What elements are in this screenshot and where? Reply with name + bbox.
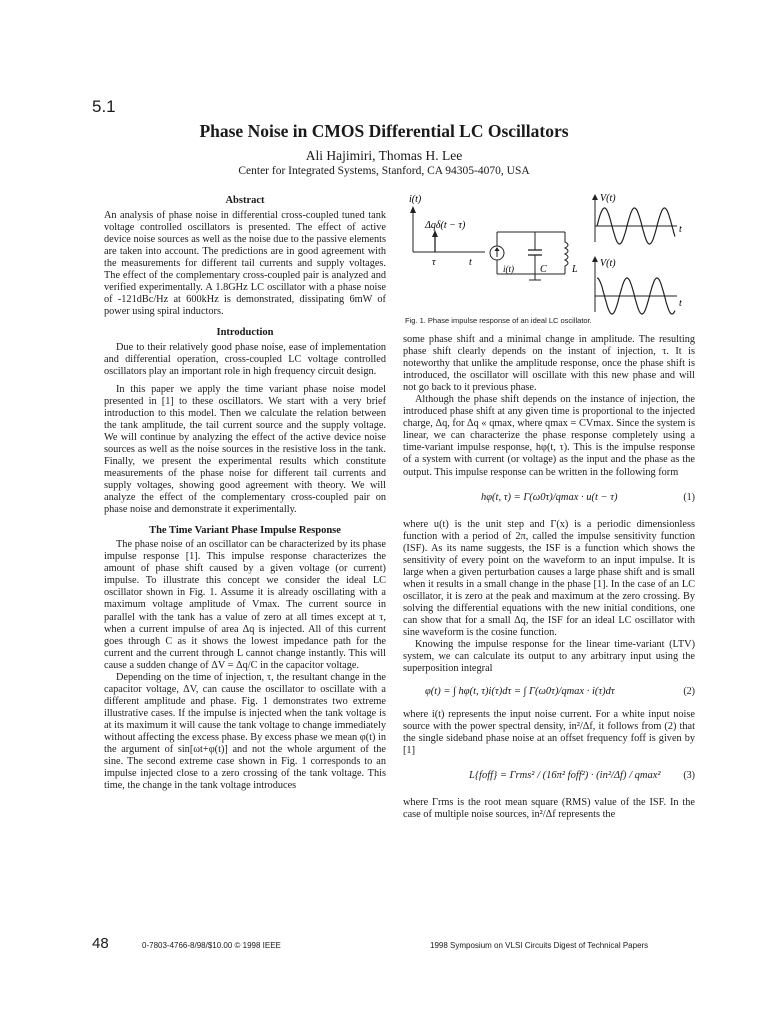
equation-2-number: (2) bbox=[683, 686, 695, 698]
figure-caption: Fig. 1. Phase impulse response of an ideal LC oscillator. bbox=[405, 316, 592, 325]
impulse-y-arrow bbox=[410, 206, 416, 213]
waveform-bottom-label: V(t) bbox=[600, 258, 616, 269]
figure-1 bbox=[405, 190, 695, 315]
impulse-label: Δqδ(t − τ) bbox=[425, 220, 466, 231]
tau-label: τ bbox=[432, 257, 436, 268]
equation-3-block bbox=[403, 757, 695, 797]
waveform-bottom-t-label: t bbox=[679, 298, 682, 309]
ltv-paragraph-1: The phase noise of an oscillator can be characterized by its phase impulse response [1]. This impulse response characterizes the amount of phase shift caused by a given voltage (or current) impulse. To illustrate this concept we consider the ideal LC oscillator shown in Fig. 1. Assume it is already oscillating with a maximum voltage amplitude of Vmax. The current source in parallel with the tank has a value of zero at all times except at τ, when a current impulse of area Δq is injected. All of this current goes through C as it shows the lowest impedance path for the current and the current through L cannot change instantly. This will cause a sudden change of ΔV = Δq/C in the capacitor voltage. bbox=[104, 539, 386, 671]
introduction-paragraph-2: In this paper we apply the time variant phase noise model presented in [1] to these oscillators. We start with a very brief introduction to this model. Then we calculate the relation between the tank amplitude, the tail current source and the supply voltage. We will continue by analyzing the effect of the active device noise sources as well as the noise sources in the resistive loss in the tank. Finally, we present the experimental results which constitute measurements of the phase noise for different tail currents and supply voltages, showing good agreement with theory. We will analyze the effect of the complementary cross-coupled pair on phase noise and demonstrate it experimentally. bbox=[104, 383, 386, 516]
impulse-arrow-head bbox=[432, 230, 438, 237]
paper-title: Phase Noise in CMOS Differential LC Oscillators bbox=[199, 121, 569, 141]
equation-1-number: (1) bbox=[683, 491, 695, 503]
right-column bbox=[403, 334, 695, 821]
abstract-text: An analysis of phase noise in differential cross-coupled tuned tank voltage controlled oscillators is presented. The effect of active device noise sources as well as the noise due to the passive elements are taken into account. The predictions are in good agreement with the measurements for different tail currents and supply voltages. The effect of the complementary cross-coupled pair is analyzed and verified experimentally. A 1.8GHz LC oscillator with a phase noise of -121dBc/Hz at 600kHz is demonstrated, dissipating 6mW of power using spiral inductors. bbox=[104, 210, 386, 318]
right-paragraph-6: where Γrms is the root mean square (RMS) value of the ISF. In the case of multiple noise sources, in²/Δf represents the bbox=[403, 797, 695, 821]
venue-line: 1998 Symposium on VLSI Circuits Digest of Technical Papers bbox=[430, 941, 649, 950]
equation-1: hφ(t, τ) = Γ(ω0τ)/qmax · u(t − τ) bbox=[481, 491, 618, 503]
section-number: 5.1 bbox=[92, 97, 116, 116]
introduction-paragraph-1: Due to their relatively good phase noise, ease of implementation and differential operation, cross-coupled LC voltage controlled oscillators play an important role in high frequency circuit design. bbox=[104, 341, 386, 377]
left-column bbox=[104, 195, 386, 792]
ltv-paragraph-2: Depending on the time of injection, τ, the resultant change in the capacitor voltage, ΔV, can cause the oscillator to oscillate with a different amplitude and phase. Fig. 1 demonstrates two extreme illustrative cases. If the impulse is injected when the tank voltage is at its maximum it will cause the tank voltage to change immediately without affecting the excess phase. By excess phase we mean φ(t) in the argument of sin[ωt+φ(t)] and not the whole argument of the sine. The second extreme case shown in Fig. 1 corresponds to an impulse injected close to a zero crossing of the tank voltage. This time, the change in the tank voltage introduces bbox=[104, 671, 386, 792]
capacitor-label: C bbox=[540, 264, 547, 275]
inductor-symbol bbox=[565, 232, 568, 274]
equation-2: φ(t) = ∫ hφ(t, τ)i(τ)dτ = ∫ Γ(ω0τ)/qmax · i(τ)dτ bbox=[425, 686, 615, 698]
equation-2-block bbox=[403, 675, 695, 709]
impulse-axis-label: i(t) bbox=[409, 194, 422, 205]
circuit-source-label: i(t) bbox=[503, 264, 514, 274]
introduction-heading: Introduction bbox=[216, 327, 274, 339]
equation-3: L{foff} = Γrms² / (16π² foff²) · (in²/Δf) / qmax² bbox=[469, 770, 661, 782]
ltv-section-heading: The Time Variant Phase Impulse Response bbox=[149, 525, 341, 537]
right-paragraph-3: where u(t) is the unit step and Γ(x) is a periodic dimensionless function with a period of 2π, called the impulse sensitivity function (ISF). As its name suggests, the ISF is a function which shows the sensitivity of every point on the waveform to an input impulse. It is large when a given perturbation causes a large phase shift and is small when it results in a small change in the phase [1]. In the case of an LC oscillator, it is zero at the peak and maximum at the zero crossing. By solving the differential equations with the new initial conditions, one can show that for a small Δq, the ISF for an ideal LC oscillator with sine waveform is the cosine function. bbox=[403, 518, 695, 638]
copyright-line: 0-7803-4766-8/98/$10.00 © 1998 IEEE bbox=[142, 941, 281, 950]
right-paragraph-4: Knowing the impulse response for the linear time-variant (LTV) system, we can calculate its output to any arbitrary input using the superposition integral bbox=[403, 639, 695, 675]
paper-authors: Ali Hajimiri, Thomas H. Lee bbox=[305, 148, 463, 163]
equation-3-number: (3) bbox=[683, 770, 695, 782]
right-paragraph-1: some phase shift and a minimal change in amplitude. The resulting phase shift clearly depends on the instant of injection, τ. It is noteworthy that unlike the amplitude response, once the phase shift is introduced, the oscillator will oscillate with this new phase and will not go back to it previous phase. bbox=[403, 334, 695, 394]
impulse-t-label: t bbox=[469, 257, 472, 268]
waveform-top-label: V(t) bbox=[600, 193, 616, 204]
right-paragraph-5: where i(t) represents the input noise current. For a white input noise source with the power spectral density, in²/Δf, it follows from (2) that the single sideband phase noise at an offset frequency foff is given by [1] bbox=[403, 709, 695, 757]
abstract-heading: Abstract bbox=[225, 195, 265, 206]
lc-circuit bbox=[490, 232, 568, 280]
equation-1-block bbox=[403, 479, 695, 519]
page-number: 48 bbox=[92, 935, 109, 952]
right-paragraph-2: Although the phase shift depends on the instance of injection, the introduced phase shift at any given time is proportional to the injected charge, Δq, for Δq « qmax, where qmax = CVmax. Since the system is linear, we can characterize the phase response completely using a time-variant impulse response, hφ(t, τ). This is the impulse response of a system with current (or voltage) as the input and the phase as the output. This impulse response can be written in the following form bbox=[403, 394, 695, 478]
waveform-top-t-label: t bbox=[679, 224, 682, 235]
inductor-label: L bbox=[572, 264, 578, 275]
paper-affiliation: Center for Integrated Systems, Stanford, CA 94305-4070, USA bbox=[238, 165, 530, 177]
